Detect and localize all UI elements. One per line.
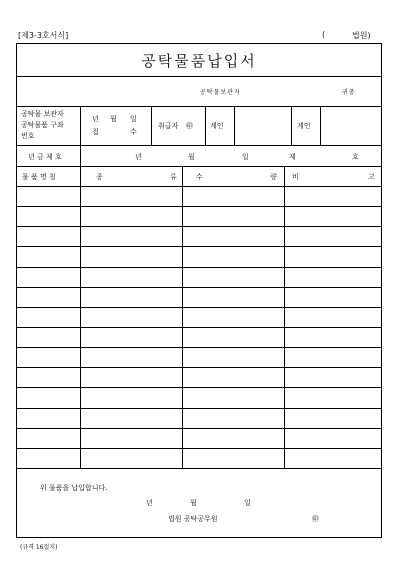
table-row [16, 206, 382, 207]
receipt-label-2: 수 [130, 128, 137, 136]
footer-seal-icon: ㊞ [312, 515, 319, 523]
table-row [16, 347, 382, 348]
header-qty-2: 량 [270, 173, 277, 181]
table-row [16, 428, 382, 429]
col-divider-1 [80, 166, 81, 468]
date-year: 년 [92, 115, 99, 123]
header-kind-1: 종 [96, 173, 103, 181]
table-row [16, 408, 382, 409]
deposit-day: 일 [242, 153, 249, 161]
table-row [16, 287, 382, 288]
form-code: [제3-3호서식] [18, 31, 69, 40]
col-divider-2 [182, 166, 183, 468]
table-row [16, 448, 382, 449]
table-row [16, 307, 382, 308]
table-row [16, 327, 382, 328]
handler-label: 취급자 [158, 122, 179, 130]
table-row [16, 226, 382, 227]
header-kind-2: 류 [170, 173, 177, 181]
form-frame [16, 43, 382, 538]
table-row [16, 367, 382, 368]
line-below-recipient [16, 106, 382, 107]
footer-year: 년 [146, 499, 153, 507]
account-label-1: 계인 [210, 122, 224, 130]
footer-month: 월 [190, 499, 197, 507]
footer-statement: 위 물품을 납입합니다. [40, 484, 108, 492]
date-day: 일 [130, 115, 137, 123]
line-below-headers [16, 186, 382, 187]
footer-signer: 법원 공탁공무원 [168, 515, 218, 523]
footer-day: 일 [244, 499, 251, 507]
account-label-2: 계인 [297, 122, 311, 130]
line-below-deposit [16, 166, 382, 167]
line-below-title [16, 76, 382, 77]
table-row [16, 246, 382, 247]
court-label: 법원) [352, 31, 371, 40]
page-title: 공탁물품납입서 [141, 52, 257, 70]
deposit-year: 년 [135, 153, 142, 161]
col-divider-3 [284, 166, 285, 468]
header-note-1: 비 [292, 173, 299, 181]
header-qty-1: 수 [196, 173, 203, 181]
deposit-month: 월 [188, 153, 195, 161]
depository-label: 공탁물 보관자 공탁물품 구좌 번호 [21, 110, 64, 140]
court-paren: ( [322, 30, 326, 39]
recipient-manager: 공탁물보관자 [200, 89, 241, 96]
line-below-info [16, 145, 382, 146]
header-note-2: 고 [368, 173, 375, 181]
deposit-number: 제 [289, 153, 296, 161]
recipient-honorific: 귀중 [342, 89, 356, 96]
date-month: 월 [110, 115, 117, 123]
line-table-bottom [16, 468, 382, 469]
deposit-ho: 호 [352, 153, 359, 161]
table-row [16, 267, 382, 268]
header-item-name: 물 품 명 칭 [22, 173, 56, 181]
deposit-label: 년 금 제 호 [28, 153, 62, 161]
receipt-label-1: 접 [92, 128, 99, 136]
rule-reference: (규격 16절지) [20, 544, 58, 551]
seal-icon: ㊞ [186, 122, 193, 130]
table-row [16, 387, 382, 388]
